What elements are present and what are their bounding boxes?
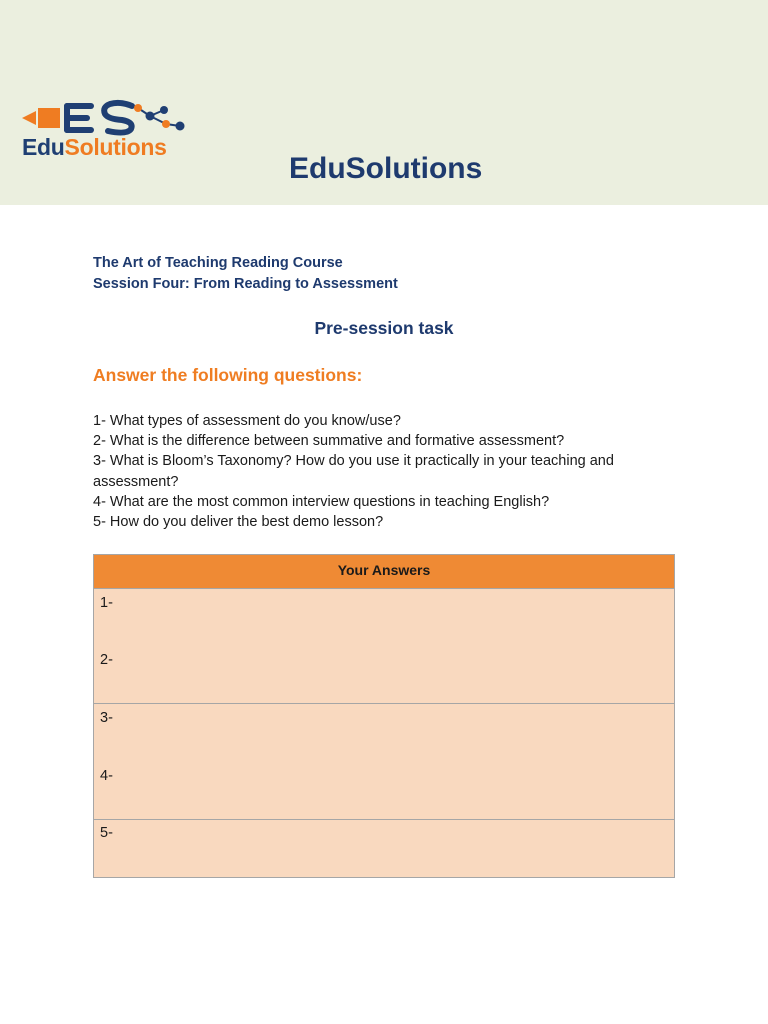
question-item: 2- What is the difference between summative and formative assessment? — [93, 433, 565, 450]
answer-label-1: 1- — [100, 595, 113, 611]
page-header — [0, 0, 768, 205]
answers-table-header: Your Answers — [94, 555, 674, 589]
answer-block-3-4[interactable] — [94, 704, 674, 820]
logo-wordmark-solutions: Solutions — [64, 134, 167, 160]
answer-block-5[interactable] — [94, 820, 674, 877]
logo-wordmark-edu: Edu — [22, 134, 65, 160]
answers-table — [93, 554, 675, 878]
answer-label-4: 4- — [100, 768, 113, 784]
edusolutions-logo — [20, 98, 190, 164]
logo-wordmark — [22, 134, 167, 161]
brand-title: EduSolutions — [289, 152, 483, 185]
question-item: 1- What types of assessment do you know/use? — [93, 413, 401, 429]
question-item: 3- What is Bloom’s Taxonomy? How do you use it practically in your teaching and assessment? — [93, 453, 614, 490]
question-item: 4- What are the most common interview questions in teaching English? — [93, 493, 550, 510]
question-list — [93, 411, 663, 532]
session-title: Session Four: From Reading to Assessment — [93, 276, 398, 292]
answer-label-3: 3- — [100, 710, 113, 726]
task-title: Pre-session task — [314, 318, 454, 338]
course-title: The Art of Teaching Reading Course — [93, 255, 343, 271]
instruction-heading: Answer the following questions: — [93, 365, 363, 385]
answer-block-1-2[interactable] — [94, 589, 674, 704]
logo-rocket-icon — [20, 98, 190, 138]
question-item: 5- How do you deliver the best demo lesson? — [93, 514, 384, 531]
answer-label-5: 5- — [100, 825, 113, 841]
answer-label-2: 2- — [100, 652, 113, 668]
